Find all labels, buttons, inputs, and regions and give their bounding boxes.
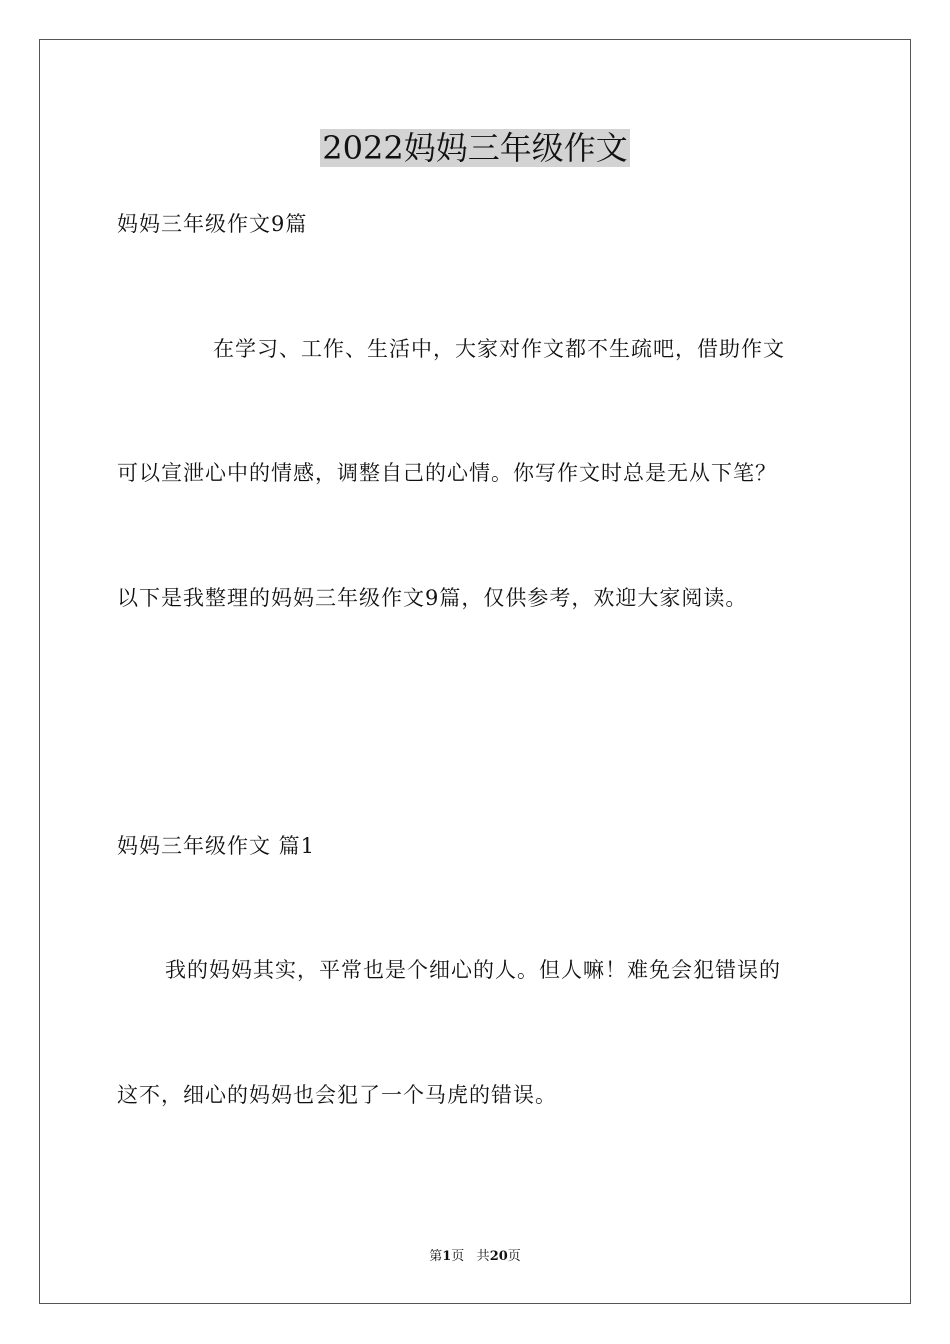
footer-prefix: 第 xyxy=(429,1249,443,1264)
footer-total-pages: 20 xyxy=(489,1249,508,1264)
document-title-text: 2022妈妈三年级作文 xyxy=(322,129,628,167)
document-subtitle: 妈妈三年级作文9篇 xyxy=(117,212,308,236)
section-heading: 妈妈三年级作文 篇1 xyxy=(117,834,316,858)
document-title xyxy=(0,126,950,170)
footer-page-suffix: 页 xyxy=(451,1249,465,1264)
footer-page-number: 1 xyxy=(442,1249,452,1264)
intro-line-2: 可以宣泄心中的情感，调整自己的心情。你写作文时总是无从下笔？ xyxy=(117,461,777,485)
body-line-2: 这不，细心的妈妈也会犯了一个马虎的错误。 xyxy=(117,1083,557,1107)
body-line-1: 我的妈妈其实，平常也是个细心的人。但人嘛！难免会犯错误的 xyxy=(165,958,781,982)
footer-total-prefix: 共 xyxy=(476,1249,490,1264)
footer-total-suffix: 页 xyxy=(507,1249,521,1264)
page-footer xyxy=(0,1248,950,1266)
intro-line-1: 在学习、工作、生活中，大家对作文都不生疏吧，借助作文 xyxy=(213,337,785,361)
intro-line-3: 以下是我整理的妈妈三年级作文9篇，仅供参考，欢迎大家阅读。 xyxy=(117,586,748,610)
